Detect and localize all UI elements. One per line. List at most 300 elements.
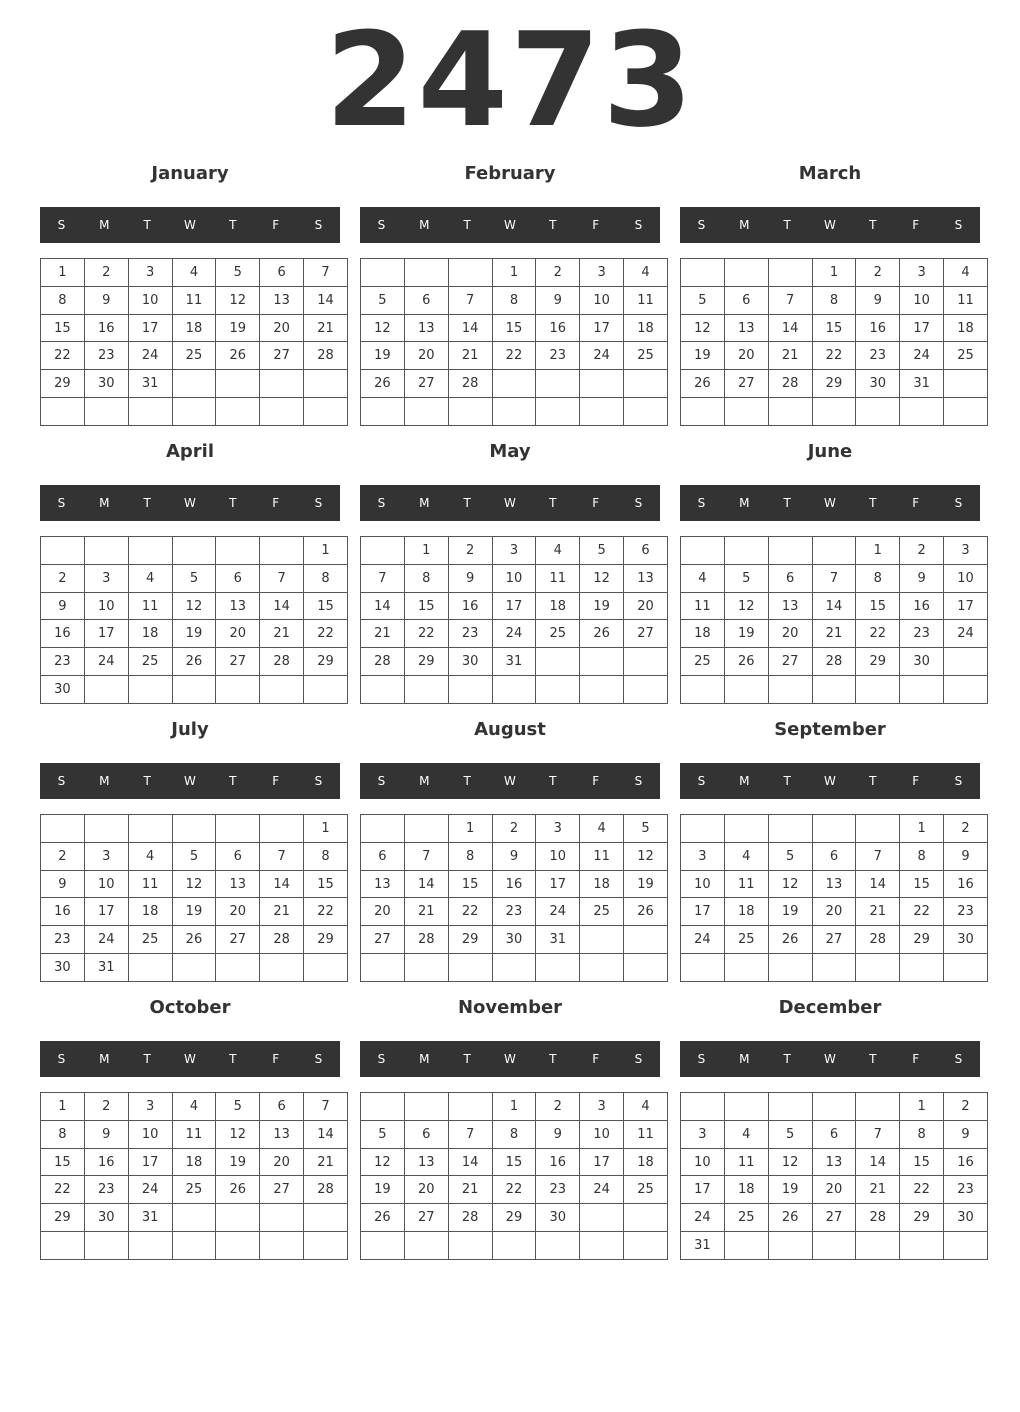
day-cell: 25 <box>944 342 988 370</box>
weekday-label: T <box>463 774 471 788</box>
day-cell: 16 <box>944 1148 988 1176</box>
day-cell <box>768 815 812 843</box>
day-cell <box>260 815 304 843</box>
week-row <box>361 815 668 843</box>
day-cell <box>260 954 304 982</box>
day-cell <box>536 954 580 982</box>
day-cell: 28 <box>768 370 812 398</box>
day-cell: 25 <box>128 926 172 954</box>
week-row <box>681 286 988 314</box>
day-cell: 14 <box>361 592 405 620</box>
day-cell: 9 <box>84 1120 128 1148</box>
week-row <box>681 648 988 676</box>
day-cell: 16 <box>41 898 85 926</box>
day-cell: 10 <box>84 592 128 620</box>
day-cell: 11 <box>580 842 624 870</box>
day-cell: 11 <box>624 286 668 314</box>
day-cell: 2 <box>856 259 900 287</box>
day-cell <box>536 398 580 426</box>
day-cell <box>724 1093 768 1121</box>
day-cell: 12 <box>724 592 768 620</box>
day-cell: 22 <box>900 1176 944 1204</box>
day-cell <box>361 259 405 287</box>
day-cell: 26 <box>172 926 216 954</box>
weekday-label: T <box>869 218 877 232</box>
day-cell: 20 <box>216 898 260 926</box>
day-cell: 8 <box>404 564 448 592</box>
day-cell: 16 <box>41 620 85 648</box>
day-cell: 14 <box>448 314 492 342</box>
day-cell <box>580 676 624 704</box>
day-cell: 28 <box>856 1204 900 1232</box>
weekday-header <box>360 207 660 243</box>
day-grid <box>360 536 668 704</box>
day-cell: 19 <box>361 342 405 370</box>
week-row <box>681 1232 988 1260</box>
day-cell <box>448 954 492 982</box>
day-cell: 15 <box>41 1148 85 1176</box>
week-row <box>681 676 988 704</box>
month-february <box>360 158 660 426</box>
month-august <box>360 714 660 982</box>
week-row <box>361 286 668 314</box>
day-cell <box>260 676 304 704</box>
day-cell: 4 <box>172 1093 216 1121</box>
day-cell <box>361 398 405 426</box>
day-cell <box>812 815 856 843</box>
day-cell: 26 <box>361 370 405 398</box>
day-cell: 17 <box>84 620 128 648</box>
day-cell <box>304 1232 348 1260</box>
day-cell: 26 <box>361 1204 405 1232</box>
weekday-label: M <box>739 774 750 788</box>
day-cell: 20 <box>361 898 405 926</box>
weekday-label: W <box>824 218 836 232</box>
day-cell: 20 <box>260 314 304 342</box>
day-cell: 12 <box>216 1120 260 1148</box>
day-cell <box>304 676 348 704</box>
weekday-label: F <box>912 496 920 510</box>
week-row <box>681 564 988 592</box>
day-cell <box>492 676 536 704</box>
weekday-label: M <box>739 1052 750 1066</box>
weekday-label: T <box>229 218 237 232</box>
day-cell: 7 <box>768 286 812 314</box>
day-cell: 3 <box>944 537 988 565</box>
day-cell: 28 <box>260 926 304 954</box>
month-may <box>360 436 660 704</box>
day-cell: 21 <box>304 1148 348 1176</box>
week-row <box>41 620 348 648</box>
day-cell: 10 <box>128 286 172 314</box>
weekday-label: W <box>504 774 516 788</box>
day-cell: 23 <box>536 1176 580 1204</box>
day-cell: 13 <box>216 592 260 620</box>
weekday-label: T <box>229 1052 237 1066</box>
weekday-label: T <box>549 774 557 788</box>
day-cell <box>681 1093 725 1121</box>
day-cell: 1 <box>812 259 856 287</box>
day-cell: 15 <box>900 870 944 898</box>
day-cell: 20 <box>404 342 448 370</box>
day-cell <box>361 1232 405 1260</box>
day-cell: 15 <box>41 314 85 342</box>
day-cell: 20 <box>768 620 812 648</box>
day-cell <box>84 398 128 426</box>
day-cell: 25 <box>624 1176 668 1204</box>
day-cell: 2 <box>84 1093 128 1121</box>
week-row <box>41 926 348 954</box>
weekday-label: W <box>184 218 196 232</box>
weekday-label: S <box>377 496 386 510</box>
day-cell: 10 <box>84 870 128 898</box>
day-cell: 11 <box>724 870 768 898</box>
day-grid <box>360 814 668 982</box>
day-cell: 5 <box>216 259 260 287</box>
day-cell: 1 <box>856 537 900 565</box>
day-cell: 3 <box>681 842 725 870</box>
day-cell <box>172 537 216 565</box>
week-row <box>361 1232 668 1260</box>
weekday-label: W <box>504 1052 516 1066</box>
weekday-label: S <box>57 218 66 232</box>
weekday-label: T <box>463 496 471 510</box>
day-cell: 21 <box>856 898 900 926</box>
weekday-label: S <box>954 1052 963 1066</box>
day-cell: 29 <box>41 1204 85 1232</box>
week-row <box>361 1120 668 1148</box>
month-march <box>680 158 980 426</box>
day-cell <box>492 1232 536 1260</box>
day-cell <box>361 954 405 982</box>
day-cell: 9 <box>900 564 944 592</box>
day-cell <box>724 259 768 287</box>
day-cell <box>128 676 172 704</box>
week-row <box>41 286 348 314</box>
day-grid <box>680 1092 988 1260</box>
weekday-label: T <box>549 218 557 232</box>
day-cell <box>856 676 900 704</box>
day-cell <box>84 537 128 565</box>
day-cell <box>448 1232 492 1260</box>
day-cell: 9 <box>41 870 85 898</box>
week-row <box>41 1204 348 1232</box>
week-row <box>681 620 988 648</box>
day-cell: 13 <box>812 870 856 898</box>
weekday-label: M <box>419 496 430 510</box>
day-grid <box>360 258 668 426</box>
month-january <box>40 158 340 426</box>
day-cell: 19 <box>216 1148 260 1176</box>
weekday-label: M <box>739 218 750 232</box>
day-cell <box>768 676 812 704</box>
day-cell <box>216 676 260 704</box>
day-cell: 20 <box>404 1176 448 1204</box>
day-cell: 18 <box>128 898 172 926</box>
day-cell <box>580 954 624 982</box>
day-cell: 29 <box>41 370 85 398</box>
day-cell <box>900 1232 944 1260</box>
weekday-label: T <box>549 496 557 510</box>
day-grid <box>680 536 988 704</box>
week-row <box>41 1232 348 1260</box>
day-cell <box>404 398 448 426</box>
day-cell: 27 <box>768 648 812 676</box>
day-cell <box>84 815 128 843</box>
day-cell <box>681 954 725 982</box>
day-cell: 11 <box>172 286 216 314</box>
day-cell: 23 <box>900 620 944 648</box>
day-cell: 26 <box>172 648 216 676</box>
day-cell: 24 <box>492 620 536 648</box>
day-cell: 3 <box>681 1120 725 1148</box>
day-cell: 14 <box>304 1120 348 1148</box>
day-cell: 13 <box>724 314 768 342</box>
weekday-label: S <box>954 496 963 510</box>
day-cell <box>361 1093 405 1121</box>
day-cell <box>724 815 768 843</box>
day-cell <box>624 370 668 398</box>
day-cell <box>580 370 624 398</box>
day-cell: 2 <box>944 1093 988 1121</box>
weekday-label: T <box>783 218 791 232</box>
day-cell: 12 <box>361 314 405 342</box>
weekday-label: T <box>229 774 237 788</box>
day-cell: 20 <box>216 620 260 648</box>
day-cell: 2 <box>944 815 988 843</box>
day-cell: 1 <box>900 1093 944 1121</box>
week-row <box>681 398 988 426</box>
year-title: 2473 <box>325 4 695 156</box>
day-cell <box>681 259 725 287</box>
weekday-label: S <box>314 496 323 510</box>
day-cell: 21 <box>260 620 304 648</box>
week-row <box>361 592 668 620</box>
week-row <box>361 620 668 648</box>
day-cell: 6 <box>812 842 856 870</box>
day-cell: 21 <box>404 898 448 926</box>
day-cell <box>856 1232 900 1260</box>
week-row <box>681 314 988 342</box>
day-cell: 6 <box>216 842 260 870</box>
weekday-label: S <box>697 774 706 788</box>
week-row <box>681 537 988 565</box>
week-row <box>361 314 668 342</box>
day-cell: 6 <box>216 564 260 592</box>
week-row <box>681 592 988 620</box>
day-cell <box>944 676 988 704</box>
week-row <box>41 537 348 565</box>
day-cell <box>536 676 580 704</box>
day-cell: 4 <box>624 259 668 287</box>
day-cell: 9 <box>536 1120 580 1148</box>
week-row <box>681 954 988 982</box>
day-cell: 9 <box>84 286 128 314</box>
month-name: October <box>149 997 231 1018</box>
weekday-label: T <box>143 1052 151 1066</box>
weekday-header <box>40 1041 340 1077</box>
day-cell: 1 <box>41 1093 85 1121</box>
day-cell: 23 <box>41 648 85 676</box>
day-cell: 1 <box>304 815 348 843</box>
day-cell: 26 <box>724 648 768 676</box>
day-cell: 14 <box>812 592 856 620</box>
day-cell: 9 <box>944 842 988 870</box>
day-cell: 24 <box>84 648 128 676</box>
weekday-label: S <box>377 774 386 788</box>
day-cell: 12 <box>172 592 216 620</box>
day-cell: 11 <box>536 564 580 592</box>
week-row <box>681 1176 988 1204</box>
day-cell <box>812 537 856 565</box>
day-cell <box>404 954 448 982</box>
day-cell: 25 <box>580 898 624 926</box>
week-row <box>41 342 348 370</box>
weekday-header <box>360 1041 660 1077</box>
day-cell: 23 <box>492 898 536 926</box>
day-cell: 31 <box>681 1232 725 1260</box>
day-cell: 11 <box>681 592 725 620</box>
day-cell <box>404 676 448 704</box>
day-cell: 3 <box>580 1093 624 1121</box>
day-cell: 28 <box>304 1176 348 1204</box>
week-row <box>681 1120 988 1148</box>
weekday-label: F <box>592 218 600 232</box>
weekday-header <box>680 763 980 799</box>
month-april <box>40 436 340 704</box>
day-cell: 27 <box>812 926 856 954</box>
day-cell: 2 <box>536 259 580 287</box>
day-cell: 16 <box>448 592 492 620</box>
weekday-label: T <box>869 1052 877 1066</box>
week-row <box>41 1120 348 1148</box>
day-cell: 17 <box>84 898 128 926</box>
weekday-header <box>40 763 340 799</box>
day-cell <box>128 1232 172 1260</box>
day-cell: 14 <box>304 286 348 314</box>
day-cell <box>536 370 580 398</box>
day-cell <box>41 815 85 843</box>
day-cell: 5 <box>580 537 624 565</box>
day-cell: 20 <box>624 592 668 620</box>
day-cell <box>681 676 725 704</box>
day-cell: 27 <box>361 926 405 954</box>
day-cell <box>724 954 768 982</box>
weekday-label: W <box>824 496 836 510</box>
day-cell: 15 <box>900 1148 944 1176</box>
day-cell: 6 <box>260 1093 304 1121</box>
week-row <box>681 870 988 898</box>
day-grid <box>40 258 348 426</box>
day-cell: 6 <box>260 259 304 287</box>
day-cell: 29 <box>492 1204 536 1232</box>
day-cell <box>812 1232 856 1260</box>
weekday-label: M <box>99 1052 110 1066</box>
day-cell: 19 <box>624 870 668 898</box>
day-cell: 1 <box>448 815 492 843</box>
day-cell: 28 <box>856 926 900 954</box>
day-cell: 8 <box>812 286 856 314</box>
day-cell: 8 <box>304 564 348 592</box>
week-row <box>681 370 988 398</box>
day-cell: 16 <box>900 592 944 620</box>
week-row <box>361 926 668 954</box>
week-row <box>361 342 668 370</box>
weekday-label: W <box>824 774 836 788</box>
day-cell: 2 <box>41 564 85 592</box>
day-cell: 27 <box>812 1204 856 1232</box>
day-cell: 15 <box>492 1148 536 1176</box>
day-cell <box>580 398 624 426</box>
day-cell: 29 <box>448 926 492 954</box>
weekday-label: M <box>739 496 750 510</box>
day-cell: 14 <box>856 1148 900 1176</box>
day-cell: 17 <box>580 1148 624 1176</box>
day-cell: 1 <box>304 537 348 565</box>
day-cell: 20 <box>812 1176 856 1204</box>
day-cell <box>856 815 900 843</box>
day-cell <box>624 1232 668 1260</box>
day-cell: 27 <box>724 370 768 398</box>
day-cell: 22 <box>900 898 944 926</box>
day-cell: 26 <box>580 620 624 648</box>
day-cell: 10 <box>492 564 536 592</box>
week-row <box>361 842 668 870</box>
day-cell: 19 <box>768 898 812 926</box>
day-cell: 27 <box>216 648 260 676</box>
day-cell: 18 <box>624 314 668 342</box>
day-cell: 17 <box>492 592 536 620</box>
day-cell: 30 <box>41 676 85 704</box>
day-cell: 6 <box>768 564 812 592</box>
day-cell: 2 <box>492 815 536 843</box>
week-row <box>41 314 348 342</box>
day-cell: 29 <box>856 648 900 676</box>
week-row <box>681 815 988 843</box>
day-cell: 18 <box>724 898 768 926</box>
day-cell: 7 <box>448 1120 492 1148</box>
weekday-header <box>680 207 980 243</box>
day-cell <box>768 954 812 982</box>
day-cell: 10 <box>900 286 944 314</box>
weekday-label: W <box>824 1052 836 1066</box>
day-cell: 12 <box>768 1148 812 1176</box>
day-cell: 22 <box>304 620 348 648</box>
day-cell <box>724 398 768 426</box>
weekday-label: S <box>314 218 323 232</box>
day-cell: 4 <box>580 815 624 843</box>
day-cell <box>361 815 405 843</box>
month-name: December <box>778 997 882 1018</box>
day-cell: 16 <box>84 1148 128 1176</box>
day-grid <box>40 536 348 704</box>
day-cell <box>216 398 260 426</box>
day-cell: 30 <box>944 926 988 954</box>
day-cell: 21 <box>448 342 492 370</box>
day-cell <box>404 1093 448 1121</box>
day-cell: 4 <box>724 842 768 870</box>
day-cell <box>812 954 856 982</box>
weekday-label: S <box>954 774 963 788</box>
day-cell <box>624 926 668 954</box>
day-cell: 28 <box>361 648 405 676</box>
month-october <box>40 992 340 1260</box>
day-cell: 28 <box>448 370 492 398</box>
week-row <box>41 898 348 926</box>
day-cell: 29 <box>900 926 944 954</box>
day-cell: 2 <box>536 1093 580 1121</box>
day-cell: 22 <box>492 1176 536 1204</box>
